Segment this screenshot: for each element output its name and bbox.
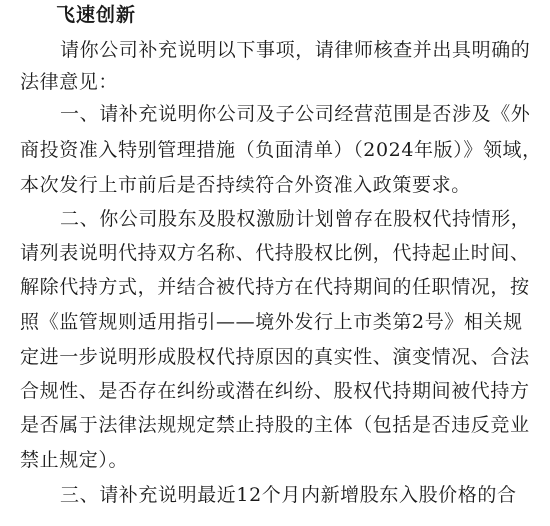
item1-line-2: 商投资准入特别管理措施（负面清单）（2024年版）》领域， (20, 139, 542, 161)
item1-line-3: 本次发行上市前后是否持续符合外资准入政策要求。 (20, 174, 471, 196)
intro-line-2: 法律意见： (20, 71, 119, 93)
item2-line-3: 解除代持方式，并结合被代持方在代持期间的任职情况，按 (20, 276, 530, 298)
item2-line-4: 照《监管规则适用指引——境外发行上市类第2号》相关规 (20, 311, 523, 333)
item3-line-1: 三、请补充说明最近12个月内新增股东入股价格的合 (60, 484, 517, 506)
item2-line-1: 二、你公司股东及股权激励计划曾存在股权代持情形， (60, 208, 531, 230)
document-heading: 飞速创新 (56, 4, 137, 26)
intro-line-1: 请你公司补充说明以下事项，请律师核查并出具明确的 (60, 39, 531, 61)
item2-line-6: 合规性、是否存在纠纷或潜在纠纷、股权代持期间被代持方 (20, 380, 530, 402)
item1-line-1: 一、请补充说明你公司及子公司经营范围是否涉及《外 (60, 103, 531, 125)
item2-line-2: 请列表说明代持双方名称、代持股权比例，代持起止时间、 (20, 242, 530, 264)
item2-line-7: 是否属于法律法规规定禁止持股的主体（包括是否违反竞业 (20, 414, 530, 436)
item2-line-5: 定进一步说明形成股权代持原因的真实性、演变情况、合法 (20, 346, 530, 368)
item2-line-8: 禁止规定）。 (20, 449, 129, 471)
